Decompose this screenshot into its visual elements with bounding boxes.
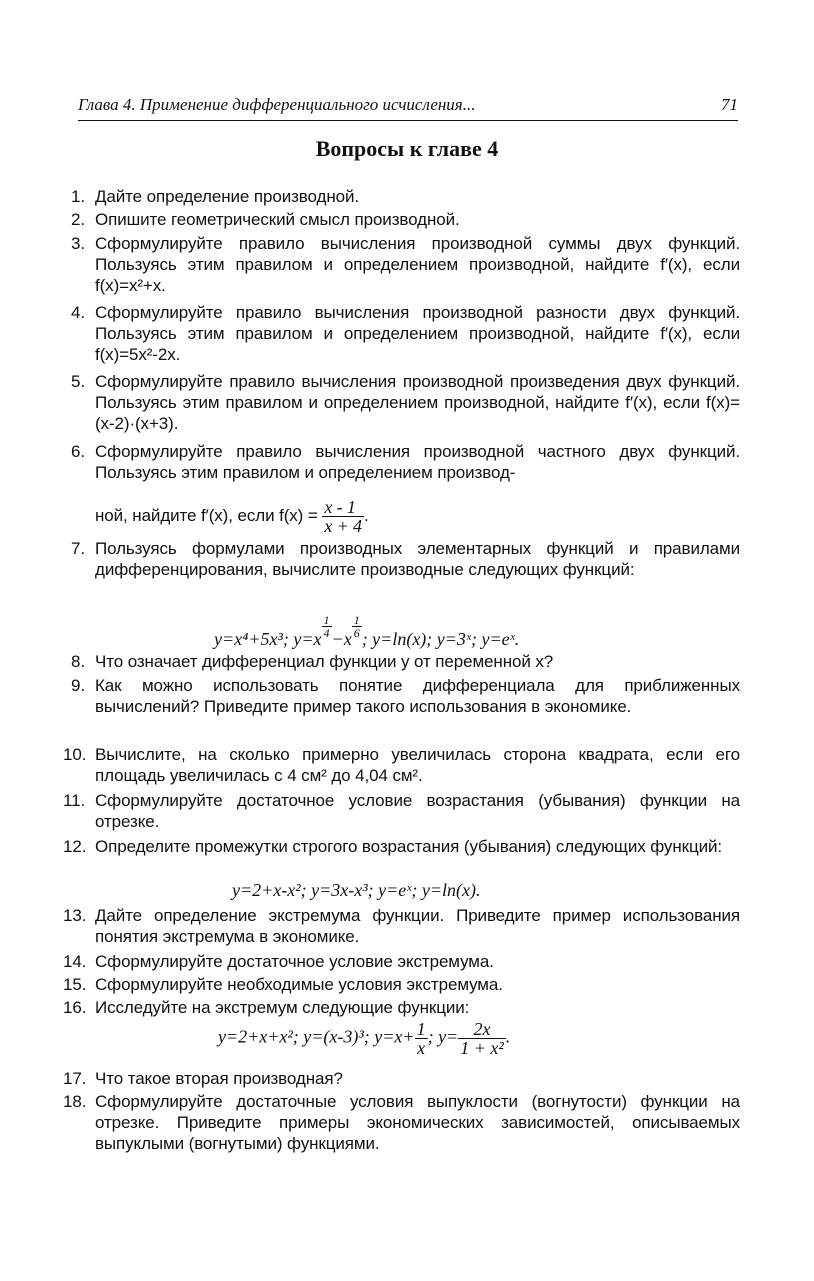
question-9 [71, 675, 740, 717]
question-2 [71, 209, 740, 230]
question-8 [71, 651, 740, 672]
question-16 [63, 997, 740, 1018]
question-18 [63, 1091, 740, 1154]
question-11 [63, 790, 740, 832]
question-text: Сформулируйте правило вычисления производной произведения двух функций. Пользуясь этим правилом и определением производной, найдите f′(x), если f(x)=(x-2)·(x+3). [95, 372, 740, 433]
fraction-denominator: 6 [353, 626, 360, 640]
fraction-numerator: 1 [323, 613, 330, 627]
question-number: 8. [71, 652, 85, 671]
question-text: Что такое вторая производная? [95, 1069, 343, 1088]
question-4 [71, 302, 740, 365]
question-number: 10. [63, 745, 87, 764]
fraction-numerator: 1 [416, 1019, 426, 1039]
question-text: Пользуясь формулами производных элементарных функций и правилами дифференцирования, вычислите производные следующих функций: [95, 539, 740, 579]
question-text: Исследуйте на экстремум следующие функции: [95, 998, 470, 1017]
formula-part: y=2+x+x²; y=(x-3)³; y=x+ [218, 1026, 415, 1047]
question-number: 13. [63, 906, 87, 925]
formula-part: ; y= [427, 1026, 459, 1047]
formula-part: −x [331, 629, 352, 649]
fraction [415, 1020, 428, 1057]
question-number: 18. [63, 1092, 87, 1111]
fraction-denominator: x + 4 [324, 516, 362, 536]
question-1 [71, 186, 740, 207]
question-number: 11. [63, 791, 86, 810]
question-text: Опишите геометрический смысл производной. [95, 210, 460, 229]
period: . [363, 505, 369, 525]
question-16-formula [218, 1020, 510, 1057]
question-number: 1. [71, 187, 85, 206]
question-text: Сформулируйте правило вычисления производной частного двух функций. Пользуясь этим правилом и определением производ- [95, 442, 740, 482]
question-13 [63, 905, 740, 947]
question-15 [63, 974, 740, 995]
page-number: 71 [721, 95, 738, 114]
fraction-denominator: 1 + x² [460, 1038, 504, 1058]
formula-part: ; y=ln(x); y=3ˣ; y=eˣ. [361, 629, 520, 649]
question-10 [63, 744, 740, 786]
question-number: 4. [71, 303, 85, 322]
question-7-formula [214, 614, 519, 650]
question-number: 16. [63, 998, 87, 1017]
question-number: 2. [71, 210, 85, 229]
fraction [458, 1020, 506, 1057]
formula-part: y=x⁴+5x³; y=x [214, 629, 322, 649]
question-text: Определите промежутки строгого возрастания (убывания) следующих функций: [95, 837, 723, 856]
question-text: Дайте определение производной. [95, 187, 359, 206]
question-number: 17. [63, 1069, 87, 1088]
question-text: Дайте определение экстремума функции. Приведите пример использования понятия экстремума в экономике. [95, 906, 740, 946]
question-6 [71, 441, 740, 483]
formula-part: . [505, 1026, 511, 1047]
question-text: Как можно использовать понятие дифференциала для приближенных вычислений? Приведите пример такого использования в экономике. [95, 676, 740, 716]
fraction-numerator: 2x [473, 1019, 491, 1039]
question-text: Вычислите, на сколько примерно увеличилась сторона квадрата, если его площадь увеличилась с 4 см² до 4,04 см². [95, 745, 740, 785]
question-text: Сформулируйте правило вычисления производной разности двух функций. Пользуясь этим правилом и определением производной, найдите f′(x), если f(x)=5x²-2x. [95, 303, 740, 364]
section-title: Вопросы к главе 4 [315, 136, 499, 161]
question-number: 3. [71, 234, 85, 253]
question-text: Сформулируйте достаточные условия выпуклости (вогнутости) функции на отрезке. Приведите примеры экономических зависимостей, описываемых выпуклыми (вогнутыми) функциями. [95, 1092, 740, 1153]
question-text: Сформулируйте необходимые условия экстремума. [95, 975, 503, 994]
question-number: 14. [63, 952, 87, 971]
question-number: 9. [71, 676, 85, 695]
question-number: 5. [71, 372, 85, 391]
fraction-denominator: x [415, 1038, 428, 1057]
fraction [322, 498, 364, 535]
question-number: 12. [63, 837, 87, 856]
question-text: Сформулируйте достаточное условие возрастания (убывания) функции на отрезке. [95, 791, 740, 831]
question-14 [63, 951, 740, 972]
fraction-numerator: x - 1 [324, 497, 356, 517]
question-text: Сформулируйте достаточное условие экстремума. [95, 952, 494, 971]
question-5 [71, 371, 740, 434]
question-number: 15. [63, 975, 87, 994]
fraction-denominator: 4 [323, 626, 330, 640]
question-text: Сформулируйте правило вычисления производной суммы двух функций. Пользуясь этим правилом и определением производной, найдите f′(x), если f(x)=x²+x. [95, 234, 740, 295]
question-12-formula: y=2+x-x²; y=3x-x³; y=eˣ; y=ln(x). [232, 880, 481, 900]
question-3 [71, 233, 740, 296]
chapter-title: Глава 4. Применение дифференциального исчисления... [78, 95, 476, 114]
question-number: 7. [71, 539, 85, 558]
question-7 [71, 538, 740, 580]
question-number: 6. [71, 442, 85, 461]
exponent-fraction [322, 614, 332, 639]
fraction-numerator: 1 [353, 613, 360, 627]
exponent-fraction [352, 614, 362, 639]
question-text-end: ной, найдите f′(x), если f(x) = [95, 505, 318, 525]
question-6-formula-line [95, 498, 740, 535]
running-header [78, 92, 738, 121]
question-12 [63, 836, 740, 857]
question-17 [63, 1068, 740, 1089]
question-text: Что означает дифференциал функции y от переменной x? [95, 652, 554, 671]
